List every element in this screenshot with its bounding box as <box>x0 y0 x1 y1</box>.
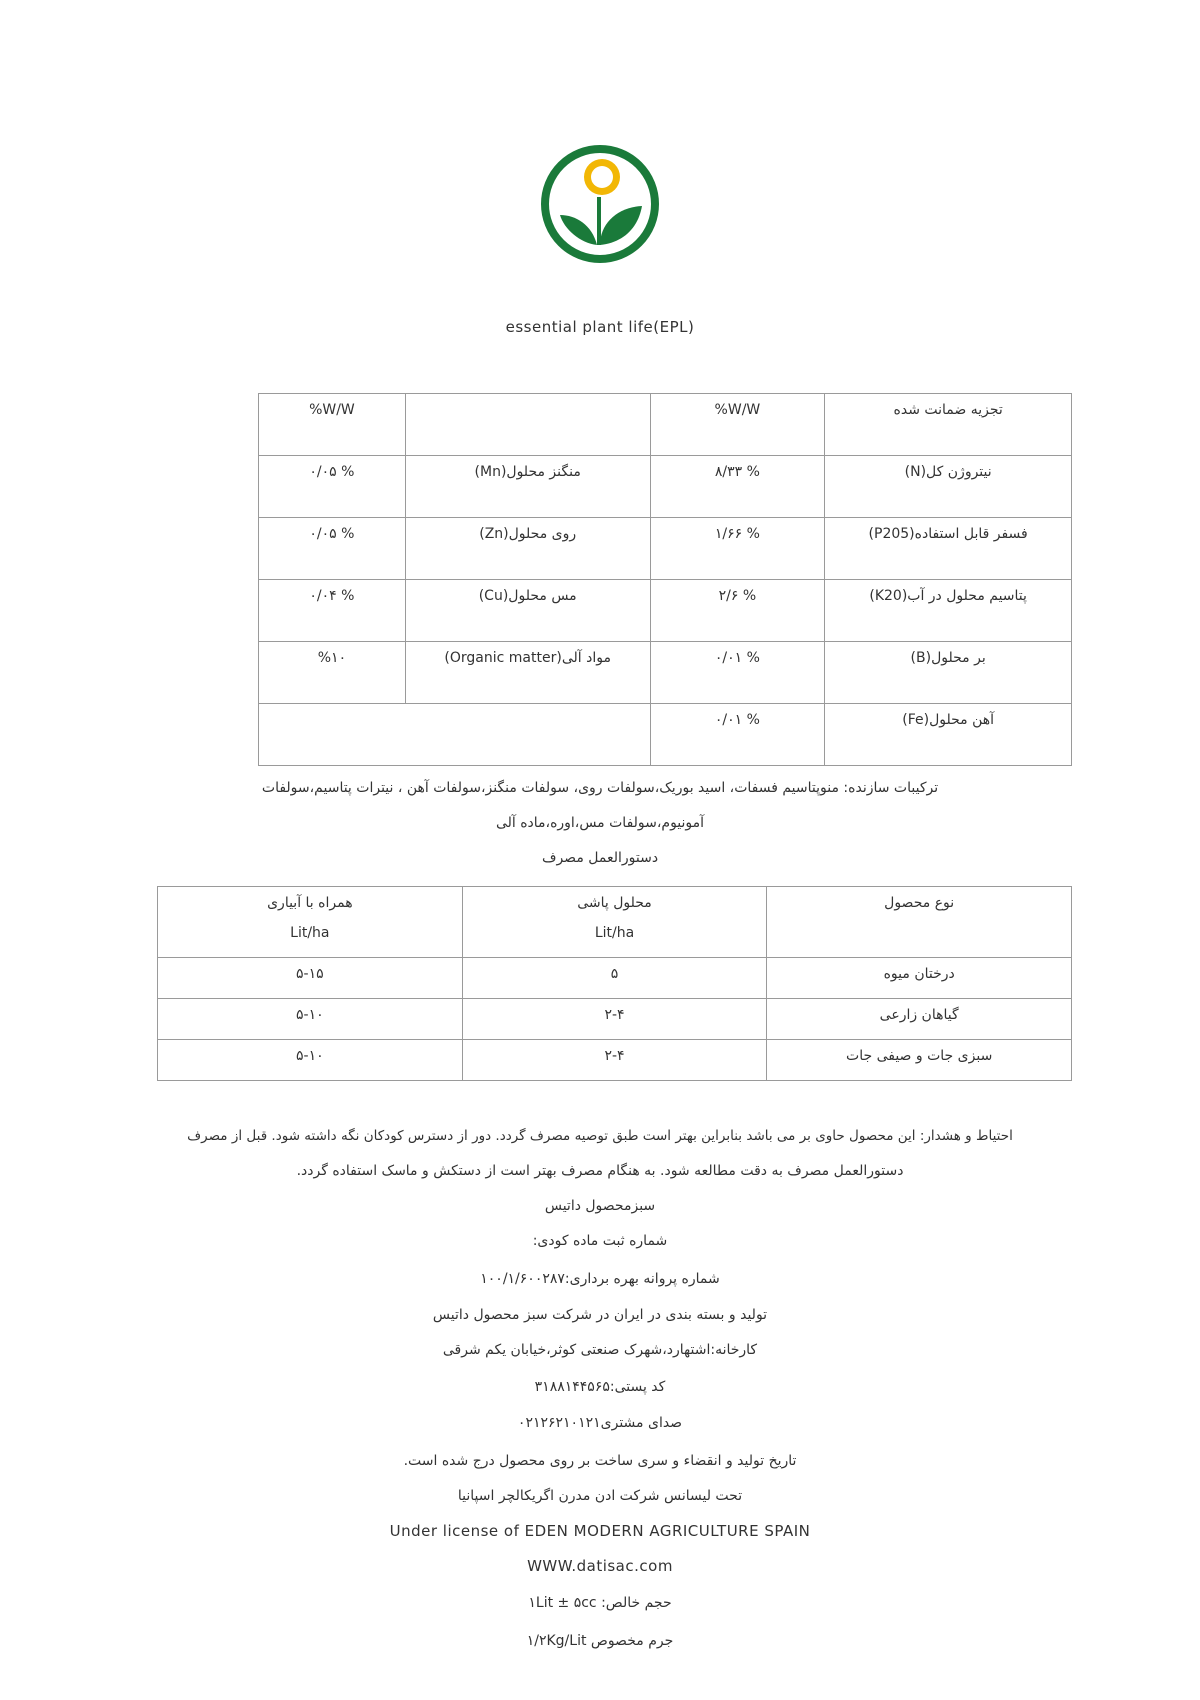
table-cell: نیتروژن کل(N) <box>825 456 1072 518</box>
net-volume: حجم خالص: ۱Lit ± ۵cc <box>528 1595 672 1611</box>
table-cell: مس محلول(Cu) <box>405 580 650 642</box>
table-cell: ۵-۱۵ <box>158 958 463 999</box>
table-row <box>259 394 1072 456</box>
license-number: شماره پروانه بهره برداری:۱۰۰/۱/۶۰۰۲۸۷ <box>480 1271 720 1287</box>
table-cell: پتاسیم محلول در آب(K20) <box>825 580 1072 642</box>
table-cell: فسفر قابل استفاده(P205) <box>825 518 1072 580</box>
table-cell: %۱۰ <box>259 642 406 704</box>
table-cell: % ۰/۰۵ <box>259 456 406 518</box>
table-cell: بر محلول(B) <box>825 642 1072 704</box>
table-row <box>158 999 1072 1040</box>
table-cell: درختان میوه <box>767 958 1072 999</box>
ingredients-line-1: ترکیبات سازنده: منوپتاسیم فسفات، اسید بوریک،سولفات روی، سولفات منگنز،سولفات آهن ، نیترات پتاسیم،سولفات <box>261 780 939 796</box>
table-cell: % ۰/۰۱ <box>650 704 825 766</box>
table-cell: منگنز محلول(Mn) <box>405 456 650 518</box>
table-cell: % ۱/۶۶ <box>650 518 825 580</box>
table-row <box>259 518 1072 580</box>
table-cell: تجزیه ضمانت شده <box>825 394 1072 456</box>
company-logo <box>540 143 660 265</box>
table-row <box>158 958 1072 999</box>
table-cell: گیاهان زارعی <box>767 999 1072 1040</box>
table-cell: %W/W <box>259 394 406 456</box>
table-cell <box>259 704 651 766</box>
postal-code: کد پستی:۳۱۸۸۱۴۴۵۶۵ <box>534 1379 666 1395</box>
table-cell: روی محلول(Zn) <box>405 518 650 580</box>
production-info: تولید و بسته بندی در ایران در شرکت سبز محصول داتیس <box>432 1307 768 1323</box>
registration-number: شماره ثبت ماده کودی: <box>532 1233 668 1249</box>
table-cell: % ۰/۰۱ <box>650 642 825 704</box>
table-row <box>259 642 1072 704</box>
density: جرم مخصوص ۱/۲Kg/Lit <box>526 1633 674 1649</box>
warning-line-1: احتیاط و هشدار: این محصول حاوی بر می باشد بنابراین بهتر است طبق توصیه مصرف گردد. دور از دسترس کودکان نگه داشته شود. قبل از مصرف <box>187 1128 1013 1144</box>
company-name: سبزمحصول داتیس <box>544 1198 656 1214</box>
license-fa: تحت لیسانس شرکت ادن مدرن اگریکالچر اسپانیا <box>457 1488 743 1504</box>
product-subtitle: essential plant life(EPL) <box>505 318 695 336</box>
table-cell: همراه با آبیاری Lit/ha <box>158 887 463 958</box>
sun-icon <box>584 159 620 195</box>
table-cell: % ۰/۰۴ <box>259 580 406 642</box>
table-cell: آهن محلول(Fe) <box>825 704 1072 766</box>
analysis-table <box>258 393 1072 766</box>
warning-line-2: دستورالعمل مصرف به دقت مطالعه شود. به هنگام مصرف بهتر است از دستکش و ماسک استفاده گردد. <box>296 1163 904 1179</box>
dates-note: تاریخ تولید و انقضاء و سری ساخت بر روی محصول درج شده است. <box>403 1453 797 1469</box>
table-cell: ۵-۱۰ <box>158 999 463 1040</box>
table-row <box>259 704 1072 766</box>
table-cell: محلول پاشی Lit/ha <box>462 887 767 958</box>
usage-title: دستورالعمل مصرف <box>541 850 659 866</box>
table-cell: سبزی جات و صیفی جات <box>767 1040 1072 1081</box>
table-cell: ۲-۴ <box>462 999 767 1040</box>
table-cell: نوع محصول <box>767 887 1072 958</box>
website-link[interactable]: WWW.datisac.com <box>527 1557 673 1575</box>
usage-table <box>157 886 1072 1081</box>
table-cell: ۲-۴ <box>462 1040 767 1081</box>
table-cell: ۵ <box>462 958 767 999</box>
table-row <box>259 580 1072 642</box>
table-cell: ۵-۱۰ <box>158 1040 463 1081</box>
factory-address: کارخانه:اشتهارد،شهرک صنعتی کوثر،خیابان یکم شرقی <box>442 1342 758 1358</box>
license-en: Under license of EDEN MODERN AGRICULTURE SPAIN <box>389 1522 811 1540</box>
table-row <box>158 887 1072 958</box>
ingredients-line-2: آمونیوم،سولفات مس،اوره،ماده آلی <box>495 815 705 831</box>
table-cell: % ۲/۶ <box>650 580 825 642</box>
table-row <box>158 1040 1072 1081</box>
table-cell: % ۰/۰۵ <box>259 518 406 580</box>
table-row <box>259 456 1072 518</box>
table-cell: مواد آلی(Organic matter) <box>405 642 650 704</box>
customer-phone: صدای مشتری۰۲۱۲۶۲۱۰۱۲۱ <box>517 1415 683 1431</box>
table-cell: %W/W <box>650 394 825 456</box>
table-cell <box>405 394 650 456</box>
table-cell: % ۸/۳۳ <box>650 456 825 518</box>
